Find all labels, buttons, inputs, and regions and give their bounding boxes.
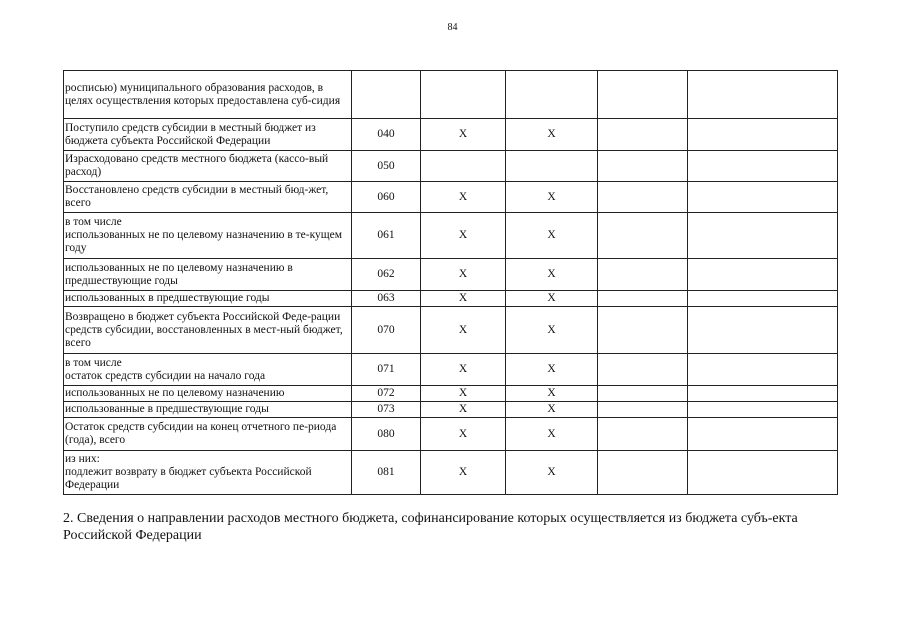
row-label: из них: подлежит возврату в бюджет субъекта Российской Федерации — [64, 451, 352, 495]
row-col5 — [598, 354, 688, 386]
row-col4 — [506, 151, 598, 182]
row-col4: Х — [506, 418, 598, 451]
row-col4: Х — [506, 307, 598, 354]
row-col3: Х — [421, 213, 506, 259]
row-label: в том числе остаток средств субсидии на начало года — [64, 354, 352, 386]
row-col6 — [688, 291, 838, 307]
section-heading: 2. Сведения о направлении расходов местного бюджета, софинансирование которых осуществляется из бюджета субъ-екта Российской Федерации — [63, 511, 798, 543]
row-col3: Х — [421, 402, 506, 418]
row-label: использованных не по целевому назначению — [64, 386, 352, 402]
row-col3: Х — [421, 451, 506, 495]
row-label: использованные в предшествующие годы — [64, 402, 352, 418]
row-col5 — [598, 451, 688, 495]
row-code: 072 — [352, 386, 421, 402]
row-code: 060 — [352, 182, 421, 213]
row-col3: Х — [421, 291, 506, 307]
row-col5 — [598, 119, 688, 151]
row-col3: Х — [421, 354, 506, 386]
row-col6 — [688, 119, 838, 151]
row-col6 — [688, 402, 838, 418]
row-col3: Х — [421, 386, 506, 402]
row-col5 — [598, 307, 688, 354]
row-col6 — [688, 151, 838, 182]
row-code: 080 — [352, 418, 421, 451]
table-row — [64, 418, 838, 451]
row-code: 071 — [352, 354, 421, 386]
row-col5 — [598, 402, 688, 418]
table-row — [64, 386, 838, 402]
table-row — [64, 182, 838, 213]
row-col5 — [598, 213, 688, 259]
row-col5 — [598, 259, 688, 291]
row-code: 062 — [352, 259, 421, 291]
row-label: росписью) муниципального образования расходов, в целях осуществления которых предоставлена суб-сидия — [64, 71, 352, 119]
row-col3: Х — [421, 418, 506, 451]
row-label: Поступило средств субсидии в местный бюджет из бюджета субъекта Российской Федерации — [64, 119, 352, 151]
report-table — [63, 70, 838, 495]
row-col4: Х — [506, 213, 598, 259]
row-col6 — [688, 71, 838, 119]
row-col5 — [598, 71, 688, 119]
row-col4: Х — [506, 119, 598, 151]
row-col5 — [598, 386, 688, 402]
table-row — [64, 151, 838, 182]
row-col4: Х — [506, 182, 598, 213]
row-col4: Х — [506, 402, 598, 418]
report-table-body — [64, 71, 838, 495]
row-col3: Х — [421, 182, 506, 213]
row-code: 070 — [352, 307, 421, 354]
row-label: Возвращено в бюджет субъекта Российской Феде-рации средств субсидии, восстановленных в мест-ный бюджет, всего — [64, 307, 352, 354]
row-col5 — [598, 182, 688, 213]
row-col3 — [421, 151, 506, 182]
row-col3: Х — [421, 259, 506, 291]
row-col3: Х — [421, 307, 506, 354]
row-code: 073 — [352, 402, 421, 418]
row-col6 — [688, 354, 838, 386]
row-col4: Х — [506, 291, 598, 307]
row-col6 — [688, 307, 838, 354]
row-col5 — [598, 291, 688, 307]
row-label: Израсходовано средств местного бюджета (кассо-вый расход) — [64, 151, 352, 182]
table-row — [64, 451, 838, 495]
row-col4: Х — [506, 259, 598, 291]
table-row — [64, 354, 838, 386]
page-number: 84 — [447, 22, 458, 33]
row-code: 063 — [352, 291, 421, 307]
row-col6 — [688, 418, 838, 451]
row-col6 — [688, 213, 838, 259]
row-col3: Х — [421, 119, 506, 151]
row-col5 — [598, 418, 688, 451]
row-label: Остаток средств субсидии на конец отчетного пе-риода (года), всего — [64, 418, 352, 451]
row-col6 — [688, 259, 838, 291]
row-col6 — [688, 386, 838, 402]
row-code — [352, 71, 421, 119]
row-code: 040 — [352, 119, 421, 151]
table-row — [64, 71, 838, 119]
row-col4: Х — [506, 451, 598, 495]
row-label: Восстановлено средств субсидии в местный бюд-жет, всего — [64, 182, 352, 213]
row-col3 — [421, 71, 506, 119]
table-row — [64, 119, 838, 151]
row-col4: Х — [506, 354, 598, 386]
row-col6 — [688, 182, 838, 213]
row-label: использованных не по целевому назначению в предшествующие годы — [64, 259, 352, 291]
table-row — [64, 259, 838, 291]
row-col4: Х — [506, 386, 598, 402]
table-row — [64, 402, 838, 418]
table-row — [64, 291, 838, 307]
table-row — [64, 213, 838, 259]
row-col4 — [506, 71, 598, 119]
table-row — [64, 307, 838, 354]
row-code: 061 — [352, 213, 421, 259]
row-col6 — [688, 451, 838, 495]
row-label: в том числе использованных не по целевому назначению в те-кущем году — [64, 213, 352, 259]
row-code: 050 — [352, 151, 421, 182]
row-col5 — [598, 151, 688, 182]
row-code: 081 — [352, 451, 421, 495]
row-label: использованных в предшествующие годы — [64, 291, 352, 307]
